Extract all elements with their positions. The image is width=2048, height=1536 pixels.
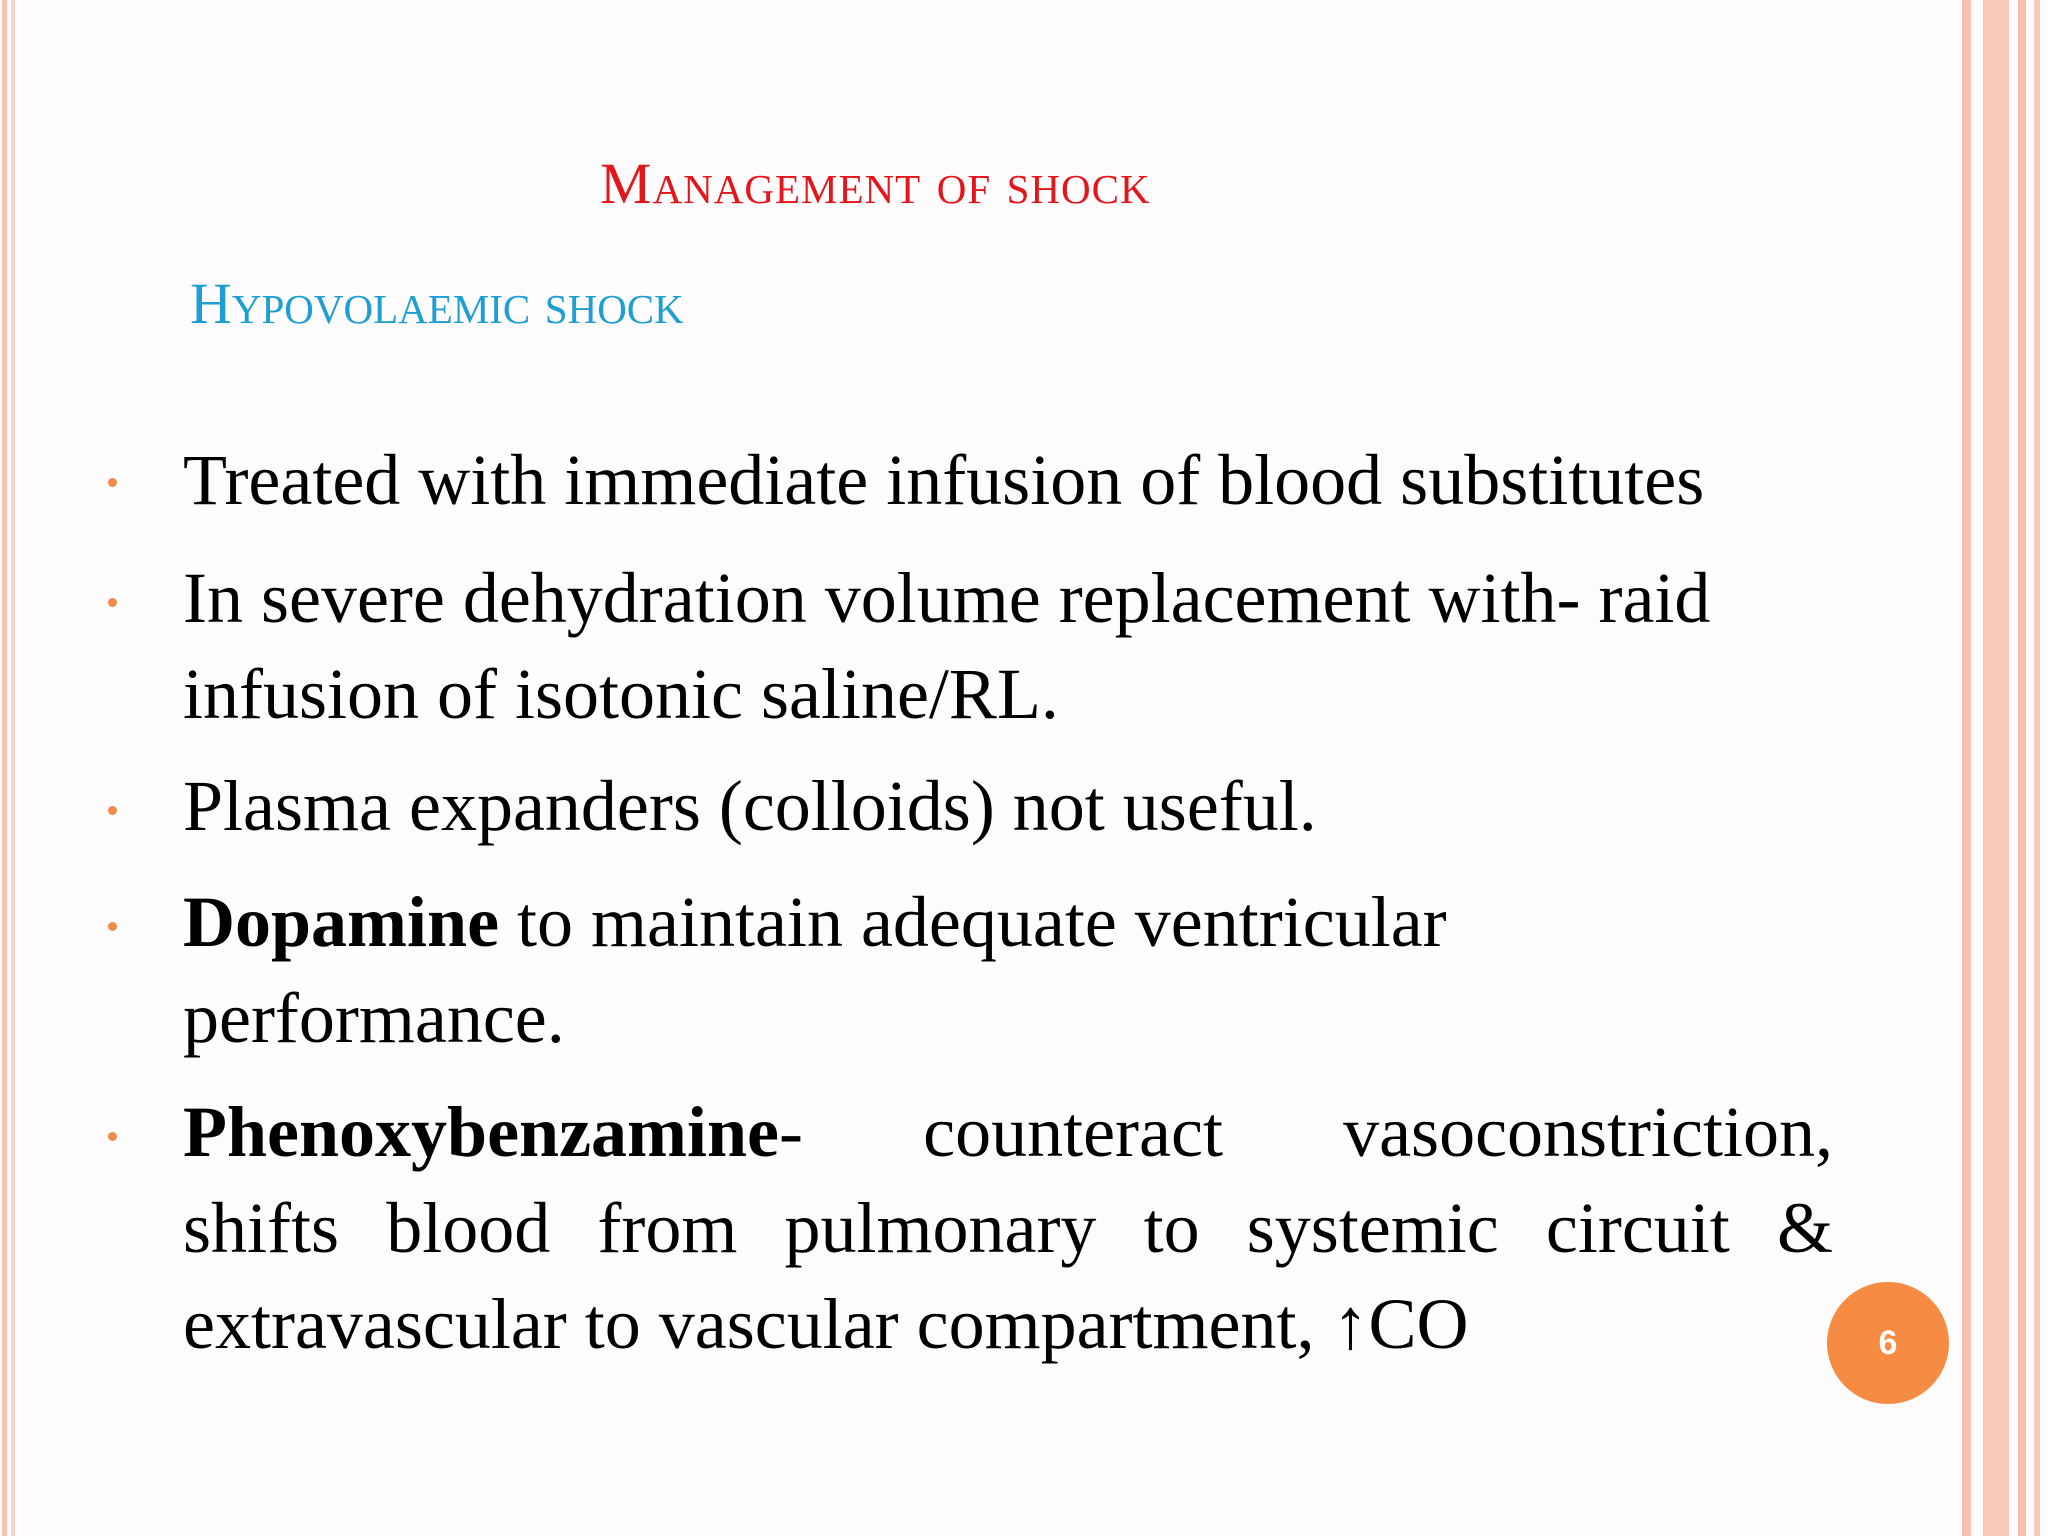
right-border-stripe: [2018, 0, 2026, 1536]
bullet-text-word: systemic: [1246, 1188, 1499, 1268]
slide-title: Management of shock: [600, 151, 1151, 216]
bullet-text-line: infusion of isotonic saline/RL.: [183, 654, 1059, 734]
left-border-stripe: [11, 0, 15, 1536]
bullet-text-word: &: [1776, 1188, 1833, 1268]
bullet-icon: [108, 922, 117, 931]
bullet-text-word: vasoconstriction,: [1343, 1092, 1833, 1172]
bullet-text-word: to: [1143, 1188, 1200, 1268]
right-border-stripe: [1962, 0, 1971, 1536]
bullet-icon: [108, 1132, 117, 1141]
page-number-badge: 6: [1827, 1282, 1949, 1404]
bullet-text-line: performance.: [183, 978, 565, 1058]
bullet-text-word: from: [597, 1188, 738, 1268]
bullet-text: Treated with immediate infusion of blood substitutes: [183, 440, 1705, 520]
bullet-text-word: shifts: [183, 1188, 340, 1268]
bullet-text-word: blood: [386, 1188, 551, 1268]
right-border-stripe: [1983, 0, 2009, 1536]
bullet-text-line: [183, 1180, 1833, 1276]
bullet-icon: [108, 806, 117, 815]
right-border-stripe: [2034, 0, 2040, 1536]
bullet-text-line: extravascular to vascular compartment, ↑CO: [183, 1284, 1469, 1364]
bullet-text-line: In severe dehydration volume replacement with- raid: [183, 558, 1711, 638]
bullet-text-word: counteract: [923, 1092, 1223, 1172]
slide-subtitle: Hypovolaemic shock: [190, 271, 684, 336]
bullet-text-segment: [183, 1084, 803, 1180]
bullet-icon: [108, 598, 117, 607]
bullet-text: Plasma expanders (colloids) not useful.: [183, 766, 1317, 846]
bullet-text-word: pulmonary: [784, 1188, 1097, 1268]
drug-name: Phenoxybenzamine: [183, 1092, 780, 1172]
bullet-text-line: [183, 874, 1833, 970]
bullet-text-rest: to maintain adequate ventricular: [499, 882, 1447, 962]
bullet-text-suffix: -: [779, 1092, 803, 1172]
left-border-stripe: [2, 0, 7, 1536]
bullet-text-line: [183, 1084, 1833, 1180]
bullet-text-word: circuit: [1545, 1188, 1730, 1268]
bullet-icon: [108, 478, 117, 487]
drug-name: Dopamine: [183, 882, 500, 962]
